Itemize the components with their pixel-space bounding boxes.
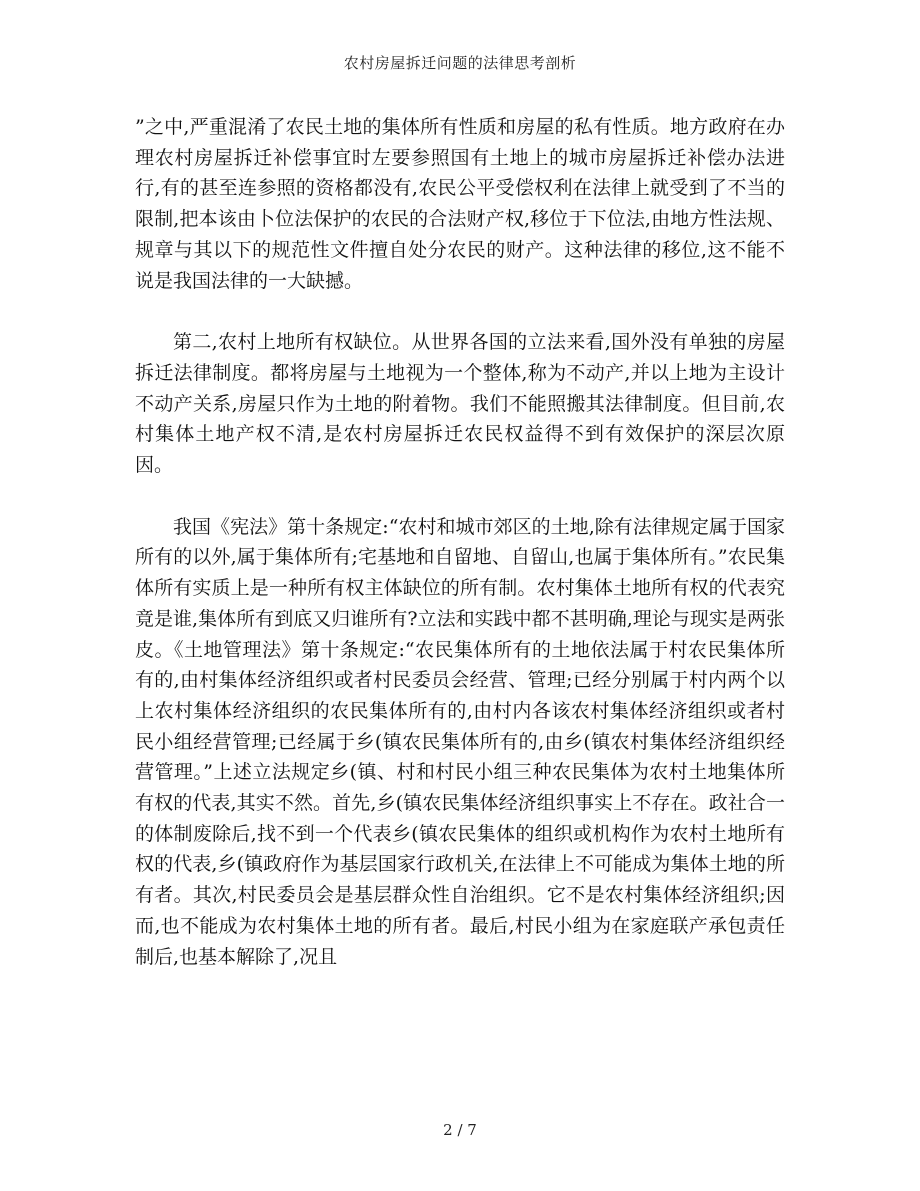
page-header-title: 农村房屋拆迁问题的法律思考剖析	[343, 54, 577, 72]
paragraph-1: ”之中,严重混淆了农民土地的集体所有性质和房屋的私有性质。地方政府在办理农村房屋拆迁补偿事宜时左要参照国有土地上的城市房屋拆迁补偿办法进行,有的甚至连参照的资格都没有,农民公平受偿权利在法律上就受到了不当的限制,把本该由卜位法保护的农民的合法财产权,移位于下位法,由地方性法规、规章与其以下的规范性文件擅自处分农民的财产。这种法律的移位,这不能不说是我国法律的一大缺撼。	[135, 116, 785, 292]
document-body	[135, 112, 785, 972]
paragraph-3: 我国《宪法》第十条规定:“农村和城市郊区的土地,除有法律规定属于国家所有的以外,属于集体所有;宅基地和自留地、自留山,也属于集体所有。”农民集体所有实质上是一种所有权主体缺位的所有制。农村集体土地所有权的代表究竟是谁,集体所有到底又归谁所有?立法和实践中都不甚明确,理论与现实是两张皮。《土地管理法》第十条规定:“农民集体所有的土地依法属于村农民集体所有的,由村集体经济组织或者村民委员会经营、管理;已经分别属于村内两个以上农村集体经济组织的农民集体所有的,由村内各该农村集体经济组织或者村民小组经营管理;已经属于乡(镇农民集体所有的,由乡(镇农村集体经济组织经营管理。”上述立法规定乡(镇、村和村民小组三种农民集体为农村土地集体所有权的代表,其实不然。首先,乡(镇农民集体经济组织事实上不存在。政社合一的体制废除后,找不到一个代表乡(镇农民集体的组织或机构作为农村土地所有权的代表,乡(镇政府作为基层国家行政机关,在法律上不可能成为集体土地的所有者。其次,村民委员会是基层群众性自治组织。它不是农村集体经济组织;因而,也不能成为农村集体土地的所有者。最后,村民小组为在家庭联产承包责任制后,也基本解除了,况且	[135, 515, 785, 968]
page-number: 2 / 7	[443, 1121, 477, 1139]
paragraph-2: 第二,农村上地所有权缺位。从世界各国的立法来看,国外没有单独的房屋拆迁法律制度。都将房屋与土地视为一个整体,称为不动产,并以上地为主设计不动产关系,房屋只作为土地的附着物。我们不能照搬其法律制度。但目前,农村集体土地产权不清,是农村房屋拆迁农民权益得不到有效保护的深层次原因。	[135, 331, 785, 477]
